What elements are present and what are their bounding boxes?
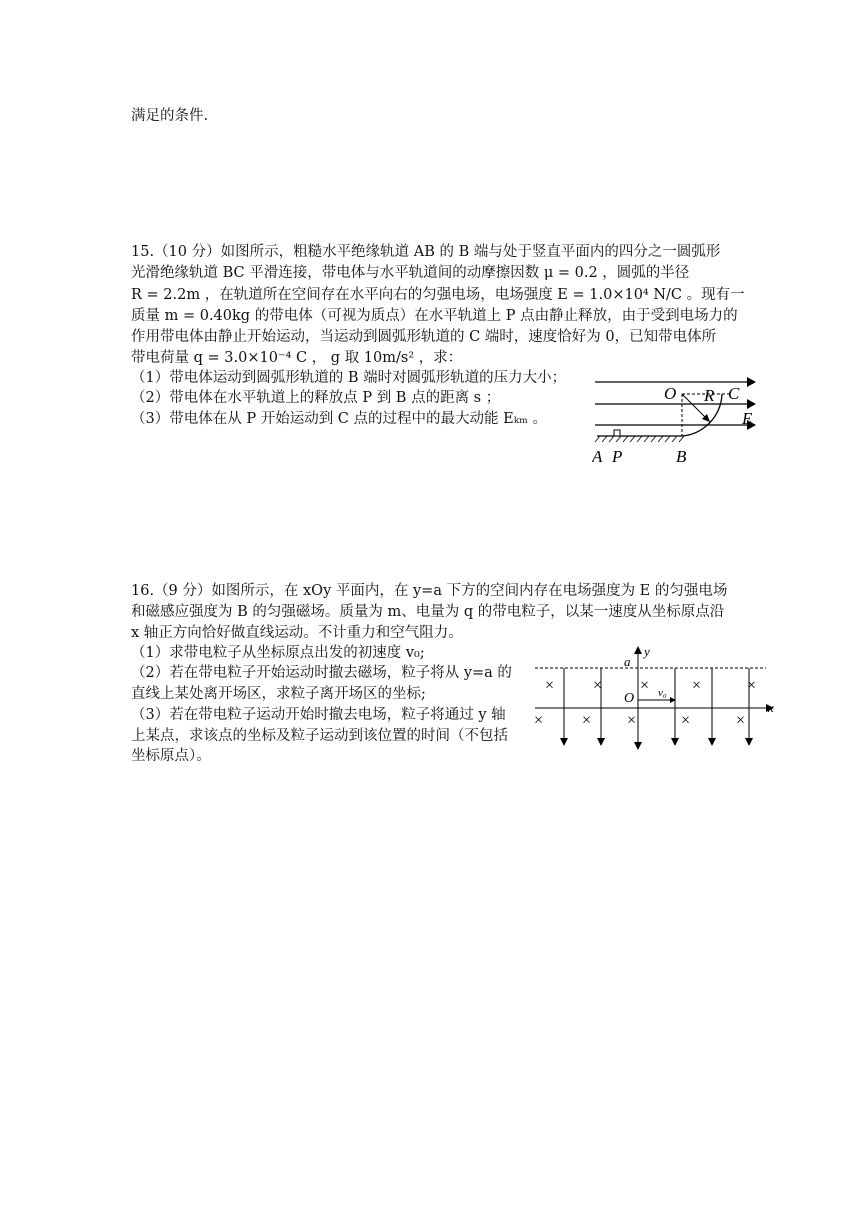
q16-part-3-end: 坐标原点）。 [131, 748, 211, 764]
label-O: O [664, 384, 677, 403]
cross-8: × [627, 712, 637, 729]
q15-figure [592, 374, 772, 466]
cross-1: × [545, 677, 555, 694]
label-x: x [768, 700, 774, 715]
cross-6: × [534, 712, 544, 729]
q15-line-1: 15.（10 分）如图所示，粗糙水平绝缘轨道 AB 的 B 端与处于竖直平面内的四分之一圆弧形 [131, 244, 721, 260]
cross-5: × [747, 677, 757, 694]
q15-part-1: （1）带电体运动到圆弧形轨道的 B 端时对圆弧形轨道的压力大小； [131, 370, 567, 386]
q15-line-5: 作用带电体由静止开始运动，当运动到圆弧形轨道的 C 端时，速度恰好为 0，已知带电体所 [131, 329, 717, 345]
label-C: C [728, 384, 740, 403]
label-R: R [704, 386, 715, 405]
cross-9: × [681, 712, 691, 729]
q15-line-4: 质量 m = 0.40kg 的带电体（可视为质点）在水平轨道上 P 点由静止释放，由于受到电场力的 [131, 308, 738, 324]
cross-10: × [736, 712, 746, 729]
q16-line-2: 和磁感应强度为 B 的匀强磁场。质量为 m、电量为 q 的带电粒子，以某一速度从坐标原点沿 [131, 604, 725, 620]
label-a: a [624, 654, 631, 669]
label-y: y [644, 644, 650, 659]
q16-part-3-cont: 上某点，求该点的坐标及粒子运动到该位置的时间（不包括 [131, 728, 508, 744]
q15-line-3: R = 2.2m ，在轨道所在空间存在水平向右的匀强电场，电场强度 E = 1.0×10⁴ N/C 。现有一 [131, 287, 745, 303]
cross-4: × [692, 677, 702, 694]
label-v0: v₀ [658, 687, 667, 699]
q15-part-2: （2）带电体在水平轨道上的释放点 P 到 B 点的距离 s ； [131, 390, 501, 406]
q16-figure [530, 644, 780, 750]
cross-7: × [582, 712, 592, 729]
cross-2: × [593, 677, 603, 694]
label-O: O [624, 691, 635, 706]
q15-part-3: （3）带电体在从 P 开始运动到 C 点的过程中的最大动能 Eₖₘ 。 [131, 411, 547, 427]
label-A: A [592, 447, 603, 466]
q15-line-6: 带电荷量 q = 3.0×10⁻⁴ C ， g 取 10m/s² ，求： [131, 350, 463, 366]
continuation-line: 满足的条件. [131, 108, 209, 124]
cross-3: × [640, 677, 650, 694]
q15-line-2: 光滑绝缘轨道 BC 平滑连接，带电体与水平轨道间的动摩擦因数 μ = 0.2 ，圆弧的半径 [131, 265, 690, 281]
q16-line-3: x 轴正方向恰好做直线运动。不计重力和空气阻力。 [131, 625, 463, 641]
q16-part-2: （2）若在带电粒子开始运动时撤去磁场，粒子将从 y=a 的 [131, 665, 512, 681]
label-P: P [612, 447, 623, 466]
label-B: B [676, 447, 687, 466]
label-E: E [742, 409, 753, 428]
q16-part-3: （3）若在带电粒子运动开始时撤去电场，粒子将通过 y 轴 [131, 707, 506, 723]
q16-part-2-cont: 直线上某处离开场区，求粒子离开场区的坐标; [131, 686, 426, 702]
q16-line-1: 16.（9 分）如图所示，在 xOy 平面内，在 y=a 下方的空间内存在电场强度为 E 的匀强电场 [131, 583, 728, 599]
q16-part-1: （1）求带电粒子从坐标原点出发的初速度 v₀; [131, 645, 425, 661]
